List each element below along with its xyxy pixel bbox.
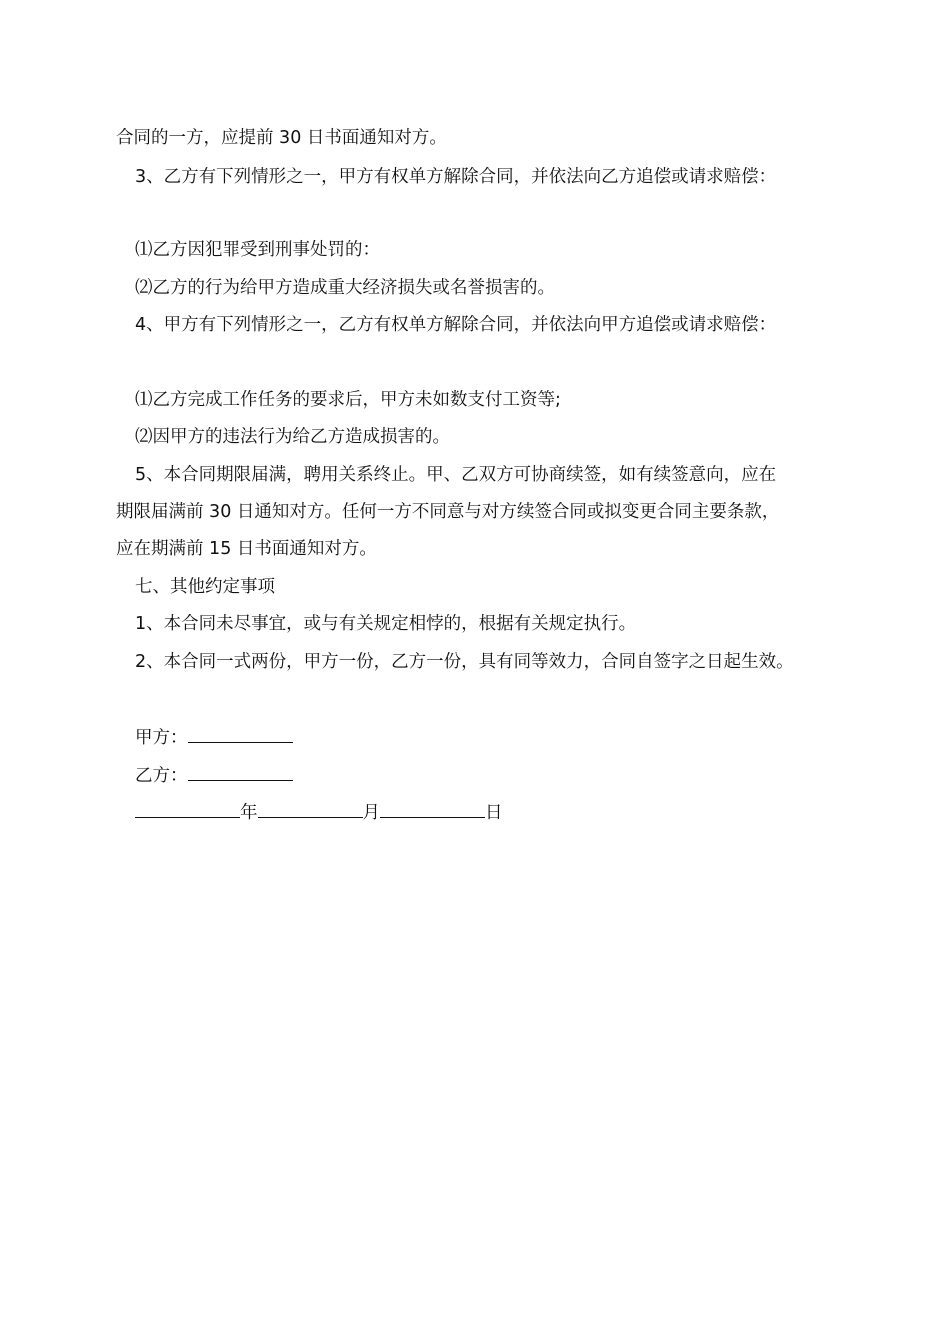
- clause-5-continued: 期限届满前 30 日通知对方。任何一方不同意与对方续签合同或拟变更合同主要条款，: [116, 502, 780, 522]
- section-heading: 七、其他约定事项: [135, 577, 275, 597]
- year-blank[interactable]: [135, 799, 240, 818]
- party-a-label: 甲方：: [135, 728, 188, 748]
- clause-4-item-1: ⑴乙方完成工作任务的要求后，甲方未如数支付工资等;: [135, 390, 561, 410]
- clause-3-item-2: ⑵乙方的行为给甲方造成重大经济损失或名誉损害的。: [135, 278, 555, 298]
- section-7-clause-1: 1、本合同未尽事宜，或与有关规定相悖的，根据有关规定执行。: [135, 614, 637, 634]
- clause-3-item-1: ⑴乙方因犯罪受到刑事处罚的：: [135, 240, 380, 260]
- day-label: 日: [485, 803, 503, 823]
- party-a-signature: [135, 724, 293, 750]
- paragraph-line: 合同的一方，应提前 30 日书面通知对方。: [116, 128, 447, 148]
- clause-3: 3、乙方有下列情形之一，甲方有权单方解除合同，并依法向乙方追偿或请求赔偿：: [135, 167, 777, 187]
- clause-5: 5、本合同期限届满，聘用关系终止。甲、乙双方可协商续签，如有续签意向，应在: [135, 465, 777, 485]
- clause-4-item-2: ⑵因甲方的违法行为给乙方造成损害的。: [135, 427, 450, 447]
- date-line: [135, 799, 503, 825]
- section-7-clause-2: 2、本合同一式两份，甲方一份，乙方一份，具有同等效力，合同自签字之日起生效。: [135, 652, 794, 672]
- month-blank[interactable]: [258, 799, 363, 818]
- party-b-label: 乙方：: [135, 766, 188, 786]
- clause-5-continued: 应在期满前 15 日书面通知对方。: [116, 539, 377, 559]
- month-label: 月: [362, 803, 380, 823]
- party-b-blank[interactable]: [188, 762, 293, 781]
- party-a-blank[interactable]: [188, 724, 293, 743]
- day-blank[interactable]: [380, 799, 485, 818]
- party-b-signature: [135, 762, 293, 788]
- clause-4: 4、甲方有下列情形之一，乙方有权单方解除合同，并依法向甲方追偿或请求赔偿：: [135, 315, 777, 335]
- year-label: 年: [240, 803, 258, 823]
